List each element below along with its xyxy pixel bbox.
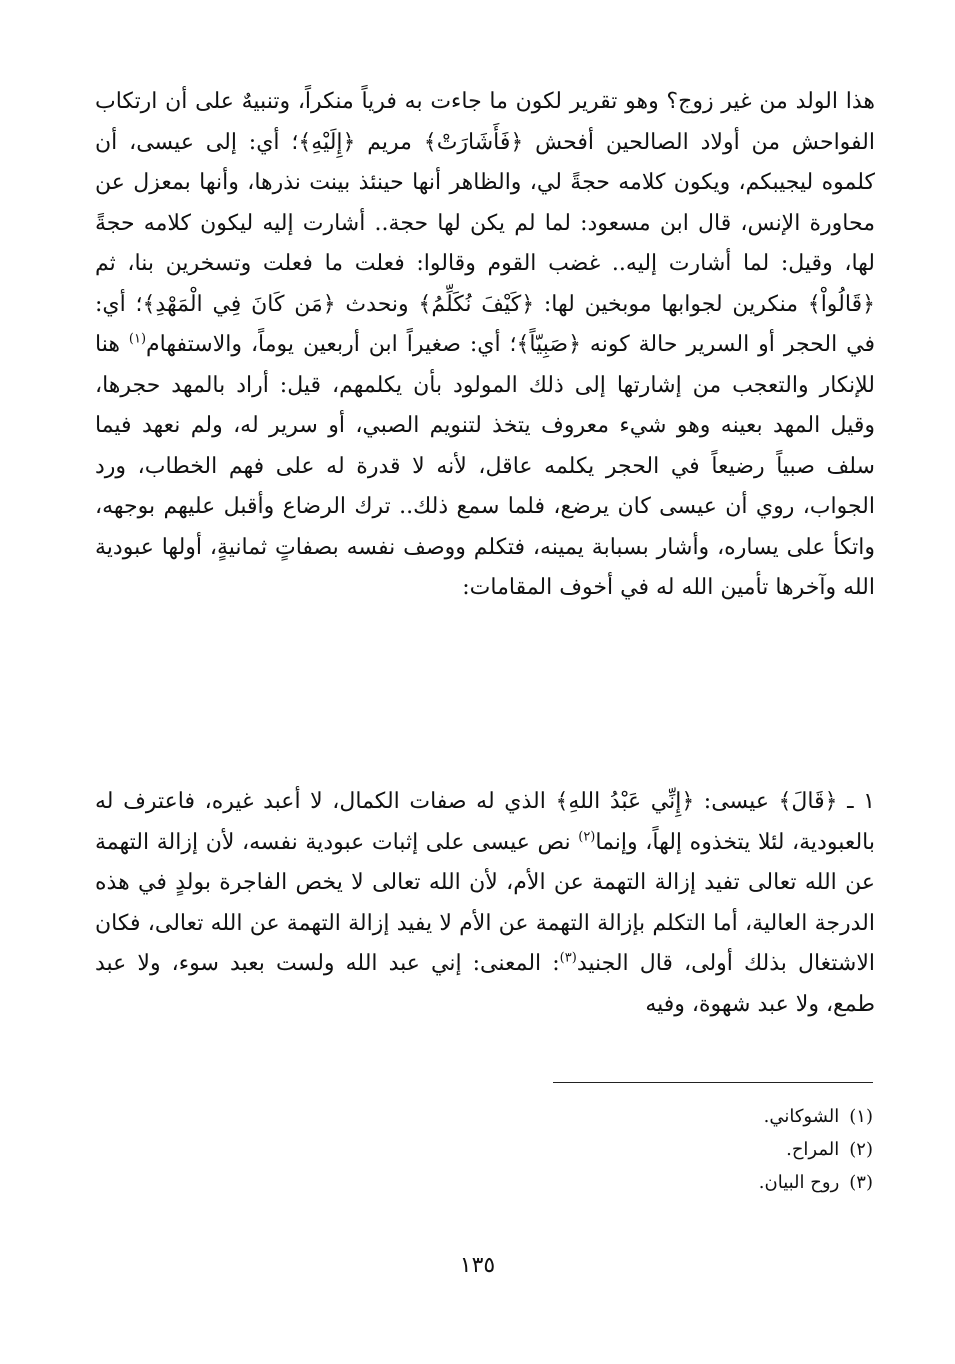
footnote-ref[interactable]: (٢) [578, 829, 596, 845]
paragraph-text: نص عيسى على إثبات عبودية نفسه، لأن إزالة التهمة عن الله تعالى تفيد إزالة التهمة عن الأم، لأن الله تعالى لا يخص الفاجرة بولدٍ في هذه الدرجة العالية، أما التكلم بإزالة التهمة عن الأم لا يفيد إزالة التهمة عن الله تعالى، فكان الاشتغال بذلك أولى، قال الجنيد [95, 829, 876, 976]
footnote-text: الشوكاني. [763, 1106, 840, 1127]
footnote-text: المراح. [786, 1139, 840, 1160]
footnote-divider [553, 1082, 873, 1083]
paragraph-text: هذا الولد من غير زوج؟ وهو تقرير لكون ما جاءت به فرياً منكراً، وتنبيهٌ على أن ارتكاب الفواحش من أولاد الصالحين أفحش ﴿فَأَشَارَتْ﴾ مريم ﴿إِلَيْهِ﴾؛ أي: إلى عيسى، أن كلموه ليجيبكم، ويكون كلامه حجةً لي، والظاهر أنها حينئذ بينت نذرها، وأنها بمعزل عن محاورة الإنس، قال ابن مسعود: لما لم يكن لها حجة.. أشارت إليه ليكون كلامه حجةً لها، وقيل: لما أشارت إليه.. غضب القوم وقالوا: فعلت ما فعلت وتسخرين بنا، ثم ﴿قَالُواْ﴾ منكرين لجوابها موبخين لها: ﴿كَيْفَ نُكَلِّمُ﴾ ونحدث ﴿مَن كَانَ فِي الْمَهْدِ﴾؛ أي: في الحجر أو السرير حالة كونه ﴿صَبِيّاً﴾؛ أي: صغيراً ابن أربعين يوماً، والاستفهام [95, 89, 876, 357]
footnote-text: روح البيان. [758, 1172, 840, 1193]
footnote-ref[interactable]: (٣) [559, 950, 577, 966]
footnote-ref[interactable]: (١) [128, 331, 147, 347]
footnote-item [553, 1166, 873, 1199]
footnote-item [553, 1133, 873, 1166]
paragraph-text: ١ ـ ﴿قَالَ﴾ عيسى: ﴿إِنِّي عَبْدُ اللهِ﴾ الذي له صفات الكمال، لا أعبد غيره، فاعترف له بالعبودية، لئلا يتخذوه إلهاً، وإنما [95, 789, 875, 855]
page-number: ١٣٥ [459, 1253, 496, 1278]
footnote-number: (١) [849, 1106, 873, 1127]
footnote-number: (٣) [849, 1172, 873, 1193]
paragraph-main [95, 82, 875, 609]
paragraph-text: هنا للإنكار والتعجب من إشارتها إلى ذلك المولود بأن يكلمهم، قيل: أراد بالمهد حجرها، وقيل المهد بعينه وهو شيء معروف يتخذ لتنويم الصبي، أو سرير له، ولم نعهد فيما سلف صبياً رضيعاً في الحجر يكلمه عاقل، لأنه لا قدرة له على فهم الخطاب، ورد الجواب، روي أن عيسى كان يرضع، فلما سمع ذلك.. ترك الرضاع وأقبل عليهم بوجهه، واتكأ على يساره، وأشار بسبابة يمينه، فتكلم ووصف نفسه بصفاتٍ ثمانيةٍ، أولها عبودية الله وآخرها تأمين الله له في أخوف المقامات: [95, 332, 875, 600]
footnote-item [553, 1100, 873, 1133]
footnote-number: (٢) [849, 1139, 873, 1160]
footnotes [553, 1100, 873, 1199]
paragraph-text: : المعنى: إني عبد الله ولست بعبد سوء، ولا عبد طمع، ولا عبد شهوة، وفيه [95, 951, 875, 1017]
paragraph-point-1 [95, 782, 875, 1025]
